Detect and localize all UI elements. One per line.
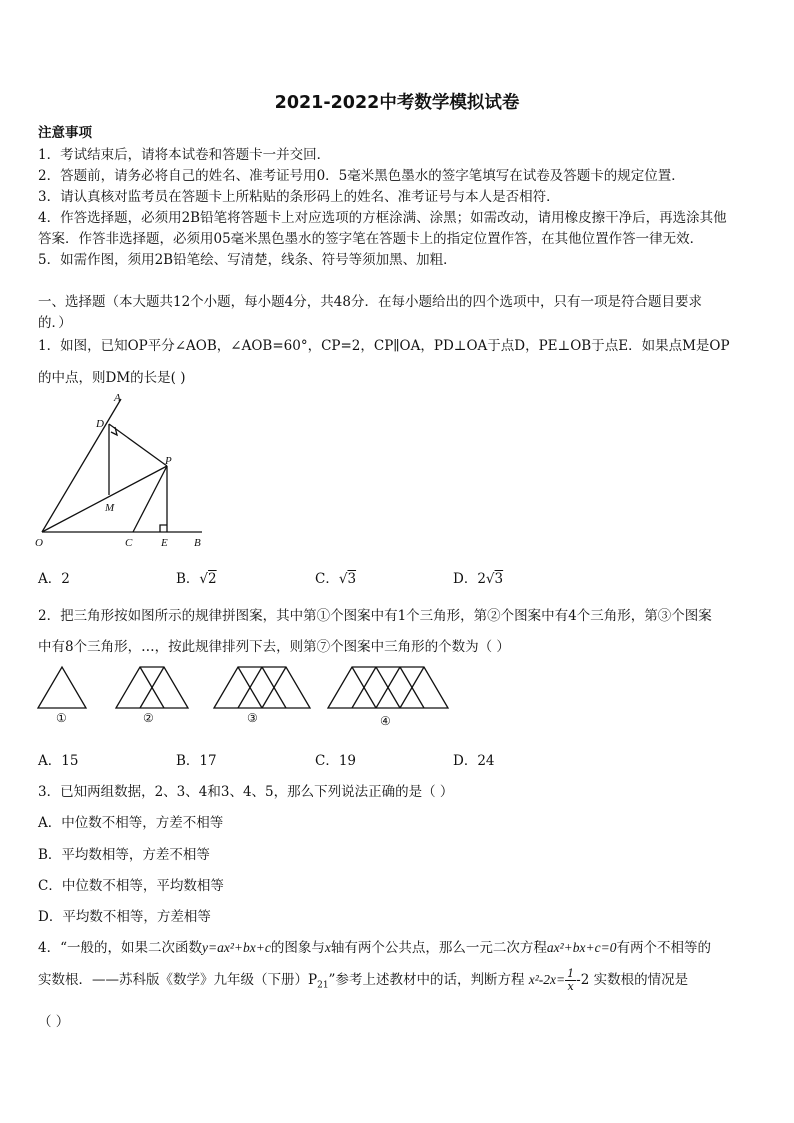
right-angle-mark-e (160, 525, 167, 532)
q2-option-d: D．24 (453, 753, 495, 769)
q3-option-b: B．平均数相等，方差不相等 (38, 847, 210, 863)
q1-geometry-figure (30, 388, 215, 553)
notice-item: 2．答题前，请务必将自己的姓名、准考证号用0．5毫米黑色墨水的签字笔填写在试卷及答题卡的规定位置． (38, 168, 685, 184)
pattern-caption: ③ (247, 711, 258, 725)
q1-stem-cont: 的中点，则DM的长是( ) (38, 370, 186, 386)
label-d: D (96, 418, 104, 430)
notice-item: 4．作答选择题，必须用2B铅笔将答题卡上对应选项的方框涂满、涂黑；如需改动，请用橡皮擦干净后，再选涂其他 (38, 210, 727, 226)
pattern-caption: ④ (380, 714, 391, 728)
q2-option-b: B．17 (176, 753, 217, 769)
label-e: E (161, 537, 168, 549)
notice-heading: 注意事项 (38, 125, 92, 141)
label-o: O (35, 537, 43, 549)
notice-item: 5．如需作图，须用2B铅笔绘、写清楚，线条、符号等须加黑、加粗． (38, 252, 457, 268)
q4-answer-paren: （ ） (38, 1014, 70, 1030)
line-op (42, 466, 167, 532)
q3-option-a: A．中位数不相等，方差不相等 (38, 815, 224, 831)
pattern-caption: ① (56, 711, 67, 725)
section-heading-cont: 的．） (38, 315, 72, 331)
q4-stem-cont: 实数根．——苏科版《数学》九年级（下册）$P_{21}$”参考上述教材中的话，判断方程 x²-2x= $\frac{1}{x}$ -2 实数根的情况是 (38, 967, 689, 993)
sqrt-symbol: √ (338, 571, 348, 587)
notice-item: 答案．作答非选择题，必须用05毫米黑色墨水的签字笔在答题卡上的指定位置作答，在其他位置作答一律无效． (38, 231, 704, 247)
fraction-one-over-x: $\frac{1}{x}$ (567, 967, 575, 993)
notice-item: 1．考试结束后，请将本试卷和答题卡一并交回． (38, 147, 331, 163)
label-a: A (114, 392, 121, 404)
q3-option-c: C．中位数不相等，平均数相等 (38, 878, 224, 894)
q4-stem: 4．“一般的，如果二次函数y=ax²+bx+c的图象与x轴有两个公共点，那么一元二次方程ax²+bx+c=0有两个不相等的 (38, 940, 711, 956)
q2-stem: 2．把三角形按如图所示的规律拼图案，其中第①个图案中有1个三角形，第②个图案中有4个三角形，第③个图案 (38, 608, 712, 624)
q2-option-c: C．19 (315, 753, 357, 769)
line-pd (109, 424, 167, 466)
q1-option-b: B．√2 (176, 571, 217, 587)
pattern-2 (116, 667, 188, 708)
q2-stem-cont: 中有8个三角形，…，按此规律排列下去，则第⑦个图案中三角形的个数为（ ） (38, 639, 510, 655)
pattern-4 (328, 667, 448, 708)
pattern-caption: ② (143, 711, 154, 725)
label-c: C (125, 537, 133, 549)
sqrt-symbol: √ (199, 571, 209, 587)
section-heading: 一、选择题（本大题共12个小题，每小题4分，共48分．在每小题给出的四个选项中，只有一项是符合题目要求 (38, 294, 702, 310)
pattern-3 (214, 667, 310, 708)
page-title: 2021-2022中考数学模拟试卷 (274, 93, 520, 113)
q3-stem: 3．已知两组数据，2、3、4和3、4、5，那么下列说法正确的是（ ） (38, 784, 454, 800)
pattern-1 (38, 667, 86, 708)
q1-stem: 1．如图，已知OP平分∠AOB，∠AOB=60°，CP=2，CP∥OA，PD⊥OA于点D，PE⊥OB于点E．如果点M是OP (38, 338, 730, 354)
label-b: B (194, 537, 201, 549)
q1-option-a: A．2 (38, 571, 70, 587)
q2-triangle-patterns (30, 662, 460, 712)
q1-option-c: C．√3 (315, 571, 357, 587)
label-p: P (165, 455, 172, 467)
line-cp (133, 466, 167, 532)
q3-option-d: D．平均数不相等，方差相等 (38, 909, 211, 925)
notice-item: 3．请认真核对监考员在答题卡上所粘贴的条形码上的姓名、准考证号与本人是否相符． (38, 189, 560, 205)
sqrt-symbol: √ (485, 571, 495, 587)
label-m: M (105, 502, 115, 514)
q1-option-d: D．2√3 (453, 571, 504, 587)
q2-option-a: A．15 (38, 753, 79, 769)
